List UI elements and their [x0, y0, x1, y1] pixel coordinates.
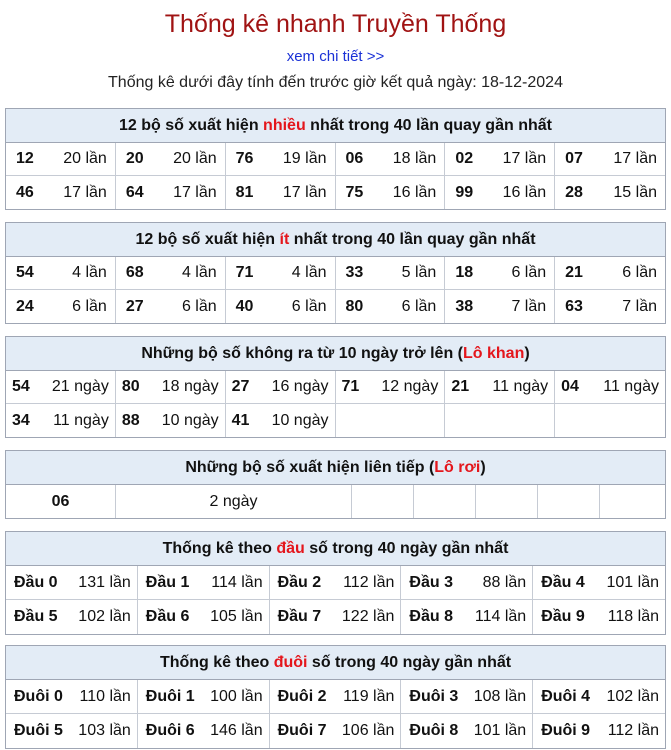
- cell-value: 101 lần: [473, 722, 527, 739]
- cell-value: 112 lần: [343, 573, 395, 591]
- khan-cell: [555, 371, 665, 404]
- pair-cell: [336, 290, 446, 323]
- cell-value: 10 ngày: [161, 411, 219, 429]
- cell-value: 21 ngày: [51, 378, 109, 395]
- cell-key: 27: [231, 378, 250, 395]
- cell-value: 4 lần: [291, 264, 327, 281]
- cell-key: 18: [455, 264, 474, 281]
- khan-cell: [226, 371, 336, 404]
- cell-key: 06: [345, 150, 364, 167]
- khan-cell: [445, 371, 555, 404]
- cell-key: 12: [16, 150, 34, 167]
- cell-key: Đuôi 8: [409, 722, 459, 739]
- cell-value: 11 ngày: [492, 378, 549, 395]
- cell-key: Đuôi 4: [541, 687, 591, 705]
- cell-key: Đầu 4: [541, 573, 585, 591]
- cell-key: 21: [565, 264, 583, 281]
- cell-key: 34: [12, 411, 30, 429]
- cell-key: 46: [16, 183, 34, 201]
- cell-key: Đầu 8: [409, 608, 453, 625]
- empty-cell: [336, 404, 446, 437]
- cell-key: Đầu 6: [145, 608, 190, 625]
- cell-value: 110 lần: [79, 687, 131, 705]
- dau-cell: [6, 600, 138, 634]
- cell-value: 101 lần: [606, 573, 659, 591]
- empty-cell: [445, 404, 555, 437]
- cell-value: 16 lần: [502, 183, 547, 201]
- cell-key: 27: [125, 297, 144, 315]
- cell-key: 28: [565, 183, 583, 201]
- cell-key: 02: [455, 150, 474, 167]
- duoi-cell: [6, 680, 138, 714]
- cell-key: Đầu 1: [145, 573, 190, 591]
- cell-key: Đuôi 2: [277, 687, 327, 705]
- dau-cell: [6, 566, 138, 600]
- pair-cell: [226, 290, 336, 323]
- cell-key: Đầu 3: [409, 573, 453, 591]
- lo-roi-box: [5, 450, 666, 519]
- cell-key: 24: [16, 297, 34, 315]
- duoi-cell: [533, 714, 665, 748]
- pair-cell: [6, 143, 116, 176]
- cell-value: 12 ngày: [381, 378, 439, 395]
- cell-value: 114 lần: [474, 608, 527, 625]
- cell-value: 11 ngày: [53, 411, 109, 429]
- khan-cell: [6, 371, 116, 404]
- dau-stats-heading: Thống kê theo đầu số trong 40 ngày gần nhất: [6, 532, 665, 566]
- pair-cell: [6, 257, 116, 290]
- cell-value: 102 lần: [606, 687, 659, 705]
- cell-value: 16 lần: [392, 183, 437, 201]
- cell-key: Đuôi 0: [14, 687, 63, 705]
- cell-key: 33: [345, 264, 364, 281]
- dau-cell: [533, 600, 665, 634]
- duoi-cell: [401, 714, 533, 748]
- pair-cell: [555, 290, 665, 323]
- page-subtitle: Thống kê dưới đây tính đến trước giờ kết quả ngày: 18-12-2024: [108, 74, 563, 91]
- duoi-cell: [138, 680, 270, 714]
- cell-key: Đuôi 7: [277, 722, 327, 739]
- khan-cell: [336, 371, 446, 404]
- cell-value: 20 lần: [173, 150, 217, 167]
- cell-key: 81: [235, 183, 254, 201]
- cell-key: Đầu 5: [14, 608, 58, 625]
- cell-key: Đầu 2: [277, 573, 322, 591]
- khan-cell: [116, 371, 226, 404]
- pair-cell: [336, 257, 446, 290]
- lo-khan-box: [5, 336, 666, 438]
- cell-key: 04: [561, 378, 579, 395]
- cell-value: 20 lần: [63, 150, 107, 167]
- dau-cell: [270, 600, 402, 634]
- dau-cell: [401, 566, 533, 600]
- cell-value: 11 ngày: [603, 378, 659, 395]
- cell-value: 18 lần: [392, 150, 437, 167]
- pair-cell: [555, 176, 665, 209]
- pair-cell: [555, 143, 665, 176]
- cell-key: 54: [12, 378, 30, 395]
- dau-cell: [270, 566, 402, 600]
- cell-value: 102 lần: [78, 608, 131, 625]
- cell-value: 6 lần: [511, 264, 547, 281]
- most-frequent-heading: 12 bộ số xuất hiện nhiều nhất trong 40 lần quay gần nhất: [6, 109, 665, 143]
- pair-cell: [116, 143, 226, 176]
- pair-cell: [336, 176, 446, 209]
- lo-khan-heading: Những bộ số không ra từ 10 ngày trở lên (Lô khan): [6, 337, 665, 371]
- cell-key: 20: [125, 150, 144, 167]
- cell-value: 7 lần: [622, 297, 657, 315]
- empty-cell: [555, 404, 665, 437]
- cell-key: 76: [235, 150, 254, 167]
- cell-key: 71: [235, 264, 254, 281]
- pair-cell: [336, 143, 446, 176]
- cell-value: 118 lần: [607, 608, 659, 625]
- pair-cell: [6, 176, 116, 209]
- cell-key: 64: [125, 183, 144, 201]
- cell-key: 07: [565, 150, 583, 167]
- cell-value: 6 lần: [72, 297, 107, 315]
- cell-value: 5 lần: [401, 264, 437, 281]
- cell-value: 114 lần: [211, 573, 263, 591]
- cell-key: Đầu 0: [14, 573, 58, 591]
- most-frequent-grid: [6, 143, 665, 176]
- empty-cell: [476, 485, 538, 518]
- cell-key: 54: [16, 264, 34, 281]
- cell-value: 106 lần: [341, 722, 395, 739]
- pair-cell: [445, 290, 555, 323]
- duoi-cell: [533, 680, 665, 714]
- cell-value: 4 lần: [72, 264, 107, 281]
- lo-roi-heading: Những bộ số xuất hiện liên tiếp (Lô rơi): [6, 451, 665, 485]
- pair-cell: [116, 176, 226, 209]
- most-frequent-box: [5, 108, 666, 210]
- cell-key: 80: [121, 378, 140, 395]
- cell-value: 10 ngày: [271, 411, 329, 429]
- cell-value: 6 lần: [181, 297, 217, 315]
- dau-cell: [401, 600, 533, 634]
- cell-value: 6 lần: [291, 297, 327, 315]
- cell-value: 17 lần: [613, 150, 657, 167]
- pair-cell: [226, 143, 336, 176]
- view-details-link[interactable]: xem chi tiết >>: [286, 48, 385, 65]
- cell-key: 88: [121, 411, 140, 429]
- cell-value: 17 lần: [63, 183, 107, 201]
- cell-key: Đầu 7: [277, 608, 322, 625]
- cell-value: 122 lần: [341, 608, 395, 625]
- dau-cell: [533, 566, 665, 600]
- duoi-cell: [138, 714, 270, 748]
- cell-key: Đuôi 1: [145, 687, 195, 705]
- cell-key: Đuôi 5: [14, 722, 63, 739]
- cell-key: 41: [231, 411, 250, 429]
- page-title: Thống kê nhanh Truyền Thống: [164, 10, 507, 38]
- cell-key: 80: [345, 297, 364, 315]
- cell-value: 17 lần: [173, 183, 217, 201]
- cell-value: 146 lần: [210, 722, 263, 739]
- cell-key: Đầu 9: [541, 608, 585, 625]
- empty-cell: [352, 485, 414, 518]
- cell-key: Đuôi 9: [541, 722, 591, 739]
- pair-cell: [555, 257, 665, 290]
- cell-key: 71: [341, 378, 360, 395]
- cell-value: 112 lần: [607, 722, 659, 739]
- cell-value: 17 lần: [502, 150, 547, 167]
- cell-key: 63: [565, 297, 583, 315]
- pair-cell: [116, 290, 226, 323]
- cell-key: 21: [451, 378, 470, 395]
- cell-value: 103 lần: [78, 722, 131, 739]
- cell-value: 6 lần: [401, 297, 437, 315]
- khan-cell: [226, 404, 336, 437]
- pair-cell: [226, 176, 336, 209]
- empty-cell: [600, 485, 667, 518]
- cell-value: 19 lần: [282, 150, 327, 167]
- duoi-cell: [401, 680, 533, 714]
- dau-cell: [138, 600, 270, 634]
- pair-cell: [226, 257, 336, 290]
- cell-value: 108 lần: [473, 687, 527, 705]
- cell-key: 68: [125, 264, 144, 281]
- empty-cell: [538, 485, 600, 518]
- dau-cell: [138, 566, 270, 600]
- duoi-stats-box: [5, 645, 666, 749]
- pair-cell: [6, 290, 116, 323]
- pair-cell: [445, 257, 555, 290]
- least-frequent-box: [5, 222, 666, 324]
- duoi-stats-heading: Thống kê theo đuôi số trong 40 ngày gần nhất: [6, 646, 665, 680]
- pair-cell: [445, 176, 555, 209]
- cell-value: 16 ngày: [271, 378, 329, 395]
- dau-stats-box: [5, 531, 666, 635]
- duoi-cell: [270, 714, 402, 748]
- cell-key: 99: [455, 183, 474, 201]
- cell-value: 7 lần: [511, 297, 547, 315]
- duoi-cell: [270, 680, 402, 714]
- pair-cell: [445, 143, 555, 176]
- cell-value: 119 lần: [343, 687, 395, 705]
- least-frequent-heading: 12 bộ số xuất hiện ít nhất trong 40 lần quay gần nhất: [6, 223, 665, 257]
- khan-cell: [6, 404, 116, 437]
- cell-value: 105 lần: [210, 608, 263, 625]
- lo-roi-number: 06: [6, 485, 116, 518]
- cell-value: 18 ngày: [161, 378, 219, 395]
- pair-cell: [116, 257, 226, 290]
- cell-key: 40: [235, 297, 254, 315]
- cell-key: Đuôi 3: [409, 687, 459, 705]
- cell-value: 4 lần: [181, 264, 217, 281]
- cell-key: 75: [345, 183, 364, 201]
- cell-value: 131 lần: [78, 573, 131, 591]
- lo-roi-days: 2 ngày: [116, 485, 352, 518]
- cell-key: 38: [455, 297, 474, 315]
- cell-value: 100 lần: [210, 687, 263, 705]
- cell-value: 88 lần: [482, 573, 527, 591]
- duoi-cell: [6, 714, 138, 748]
- cell-key: Đuôi 6: [145, 722, 195, 739]
- khan-cell: [116, 404, 226, 437]
- cell-value: 15 lần: [613, 183, 657, 201]
- cell-value: 17 lần: [282, 183, 327, 201]
- cell-value: 6 lần: [622, 264, 657, 281]
- empty-cell: [414, 485, 476, 518]
